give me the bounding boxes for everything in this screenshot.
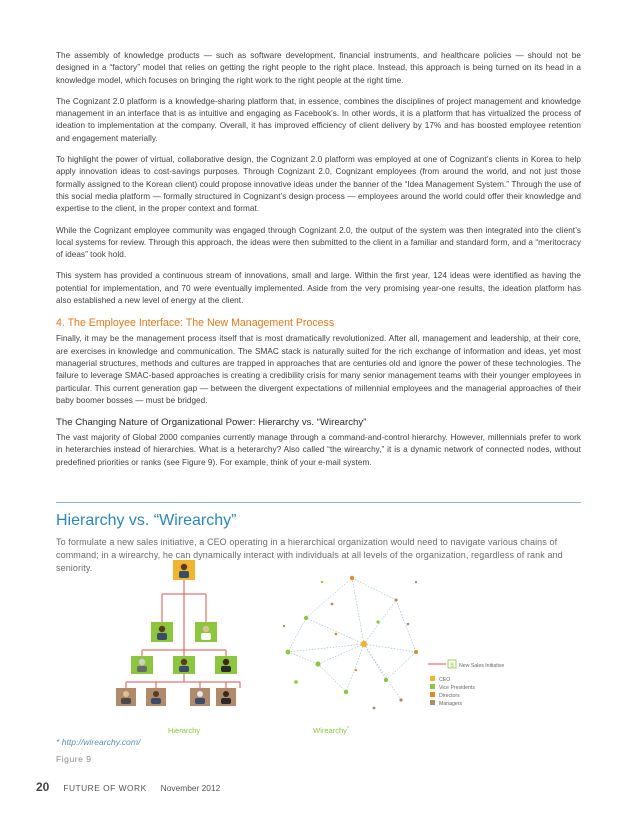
- figure-footnote: * http://wirearchy.com/: [56, 737, 141, 747]
- wirearchy-network: [283, 576, 418, 710]
- manager-node-4: [216, 688, 236, 706]
- legend-label-vp: Vice Presidents: [439, 685, 475, 691]
- legend-label-manager: Managers: [439, 701, 463, 707]
- legend-initiative-label: New Sales Initiative: [459, 663, 505, 669]
- paragraph-cognizant-platform: The Cognizant 2.0 platform is a knowledge-sharing platform that, in essence, combines the disciplines of project management and knowledge management in an interface that is as intuitive and engaging as Facebook’s. In other words, it is a platform that has virtualized the process of ideation to implementation at the company. Overall, it has improved efficiency of client delivery by 17% and has boosted employee retention and engagement materially.: [56, 96, 581, 143]
- article-body: [56, 50, 581, 478]
- paragraph-korea-client: To highlight the power of virtual, collaborative design, the Cognizant 2.0 platform was employed at one of Cognizant’s clients in Korea to help apply innovation ideas to cost-savings purposes. Through Cognizant 2.0, Cognizant employees (from around the world, and not just those formally assigned to the Korean client) could propose innovative ideas under the banner of the “Idea Management System.” Through the use of this social media platform — formally structured in Cognizant’s design process — employees around the world could offer their knowledge and expertise to the client, in the proper context and format.: [56, 155, 581, 214]
- paragraph-management-process: Finally, it may be the management process itself that is most dramatically revolutionized. After all, management and leadership, at their core, are exercises in knowledge and communication. The SMAC stack is naturally suited for the rich exchange of information and ideas, yet most managerial structures, methods and cultures are trapped in approaches that are centuries old and ignore the power of these technologies. The failure to leverage SMAC-based approaches is creating a credibility crisis for many senior management teams with their younger employees in particular. This current generation gap — between the divergent expectations of millennial employees and the managerial approaches of their baby boomer bosses — must be bridged.: [56, 334, 581, 405]
- figure-title: Hierarchy vs. “Wirearchy”: [56, 512, 237, 529]
- subsection-heading-hierarchy: The Changing Nature of Organizational Power: Hierarchy vs. “Wirearchy”: [56, 417, 367, 429]
- legend-swatch-director: [430, 692, 435, 697]
- manager-node-3: [190, 688, 210, 706]
- wirearchy-label: Wirearchy*: [313, 726, 349, 735]
- ceo-node: [173, 560, 195, 580]
- paragraph-local-systems: While the Cognizant employee community was engaged through Cognizant 2.0, the output of the system was then integrated into the client’s local systems for review. Through this approach, the ideas were then submitted to the client in a familiar and standard form, and a “meritocracy of ideas” took hold.: [56, 225, 581, 260]
- legend-swatch-manager: [430, 700, 435, 705]
- director-node-3: [215, 656, 237, 674]
- manager-node-2: [146, 688, 166, 706]
- figure-divider: [56, 502, 581, 503]
- legend-label-ceo: CEO: [439, 677, 451, 683]
- figure-label: Figure 9: [56, 754, 92, 764]
- manager-node-1: [116, 688, 136, 706]
- legend-swatch-ceo: [430, 676, 435, 681]
- vp-node-1: [151, 622, 173, 642]
- legend-label-director: Directors: [439, 693, 460, 699]
- section-heading-employee-interface: 4. The Employee Interface: The New Management Process: [56, 317, 335, 330]
- hierarchy-wirearchy-svg: [56, 552, 581, 742]
- publication-date: November 2012: [160, 783, 221, 793]
- publication-title: FUTURE OF WORK: [63, 783, 147, 793]
- page-footer: [36, 780, 220, 796]
- page-number: 20: [36, 780, 50, 794]
- legend-swatch-vp: [430, 684, 435, 689]
- vp-node-2: [195, 622, 217, 642]
- paragraph-innovation-stream: This system has provided a continuous stream of innovations, small and large. Within the first year, 124 ideas were identified as having the potential for implementation, and 70 were eventually implemented. Aside from the very promising year-one results, the ideation platform has also established a new level of energy at the client.: [56, 271, 581, 306]
- paragraph-knowledge-products: The assembly of knowledge products — such as software development, financial instruments, and healthcare policies — should not be designed in a “factory” model that relies on getting the right people to the right place. Instead, this approach is being turned on its head in a knowledge model, which focuses on bringing the right work to the right people at the right time.: [56, 51, 581, 85]
- director-node-1: [131, 656, 153, 674]
- figure-diagram: [56, 552, 581, 742]
- legend: [428, 660, 504, 707]
- paragraph-heterarchy: The vast majority of Global 2000 companies currently manage through a command-and-control hierarchy. However, millennials prefer to work in heterarchies instead of hierarchies. What is a heterarchy? Also called “the wirearchy,” it is a dynamic network of connected nodes, without predefined priorities or ranks (see Figure 9). For example, think of your e-mail system.: [56, 433, 581, 467]
- director-node-2: [173, 656, 195, 674]
- hierarchy-label: Hierarchy: [167, 726, 201, 735]
- figure-caption: To formulate a new sales initiative, a CEO operating in a hierarchical organization would need to navigate various chains of command; in a wirearchy, he can dynamically interact with individuals at all levels of the organization, regardless of rank and seniority.: [56, 537, 563, 573]
- dollar-icon-symbol: $: [450, 663, 454, 669]
